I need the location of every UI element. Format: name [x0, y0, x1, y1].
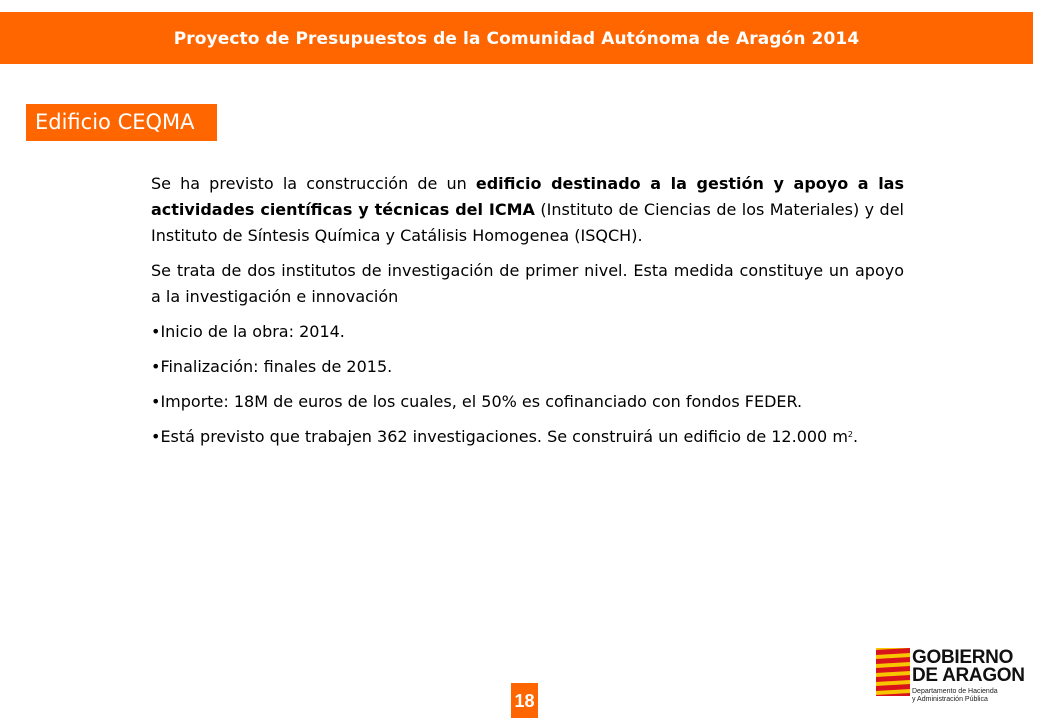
- content-body: [151, 171, 904, 459]
- section-tab: [26, 104, 217, 141]
- aragon-flag-emblem-icon: [876, 648, 910, 696]
- page-number-box: [511, 683, 538, 718]
- bullet-researchers-text: •Está previsto que trabajen 362 investigaciones. Se construirá un edificio de 12.000 m: [151, 427, 848, 446]
- page-number: 18: [514, 691, 535, 711]
- paragraph-intro-text-a: Se ha previsto la construcción de un: [151, 174, 476, 193]
- bullet-researchers-end: .: [853, 427, 859, 446]
- bullet-researchers: [151, 424, 904, 450]
- bullet-end-date: •Finalización: finales de 2015.: [151, 357, 393, 376]
- paragraph-intro: [151, 171, 904, 249]
- header-bar: [0, 12, 1033, 64]
- header-title: Proyecto de Presupuestos de la Comunidad Autónoma de Aragón 2014: [173, 29, 860, 49]
- superscript-squared: 2: [847, 430, 853, 440]
- logo-line1: GOBIERNO: [912, 647, 1014, 668]
- section-title: Edificio CEQMA: [35, 110, 195, 134]
- paragraph-institutes: Se trata de dos institutos de investigación de primer nivel. Esta medida constituye un apoyo a la investigación e innovación: [151, 261, 904, 306]
- logo-department-line1: Departamento de Hacienda: [912, 688, 998, 695]
- bullet-start-date: •Inicio de la obra: 2014.: [151, 322, 345, 341]
- bullet-amount: •Importe: 18M de euros de los cuales, el 50% es cofinanciado con fondos FEDER.: [151, 392, 803, 411]
- gobierno-aragon-logo: [876, 647, 1025, 706]
- paragraph-intro-text-c: (Instituto de Ciencias de los Materiales) y del Instituto de Síntesis Química y Catálisis Homogenea (ISQCH).: [151, 200, 904, 245]
- paragraph-intro-bold: edificio destinado a la gestión y apoyo a las actividades científicas y técnicas del ICMA: [151, 174, 904, 219]
- logo-line2: DE ARAGON: [912, 665, 1025, 686]
- logo-department-line2: y Administración Pública: [912, 696, 988, 703]
